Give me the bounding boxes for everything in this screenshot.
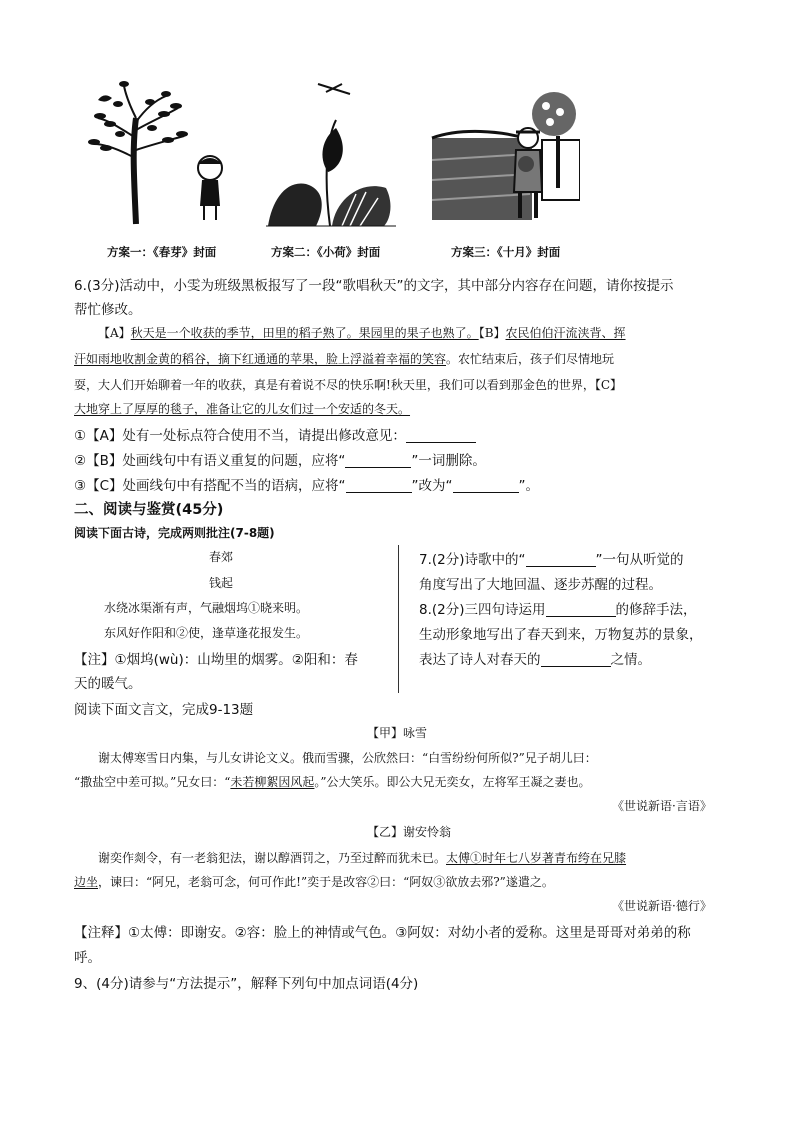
answer-blank[interactable]: [453, 478, 519, 493]
poem-author: 钱起: [209, 576, 234, 590]
notes-line2: 呼。: [74, 950, 101, 966]
figure-spring-bud: [80, 78, 240, 228]
figure-caption-1: 方案一：《春芽》封面: [107, 245, 217, 259]
q6-stem-line1: 6.(3分)活动中，小雯为班级黑板报写了一段“歌唱秋天”的文字，其中部分内容存在问题，请你按提示: [74, 278, 674, 294]
q6-sub1: [74, 424, 476, 444]
yi-source: 《世说新语·德行》: [612, 899, 712, 913]
yi-underlined-2: 边坐: [74, 875, 99, 889]
q6-sub3-text-b: ”改为“: [411, 478, 453, 494]
poem-line1: 水绕冰渠渐有声，气融烟坞①晓来明。: [104, 601, 309, 615]
yi-line1-a: 谢奕作剡令，有一老翁犯法，谢以醇酒罚之，乃至过醉而犹未已。: [98, 851, 447, 865]
q6-sub3-text-a: ③【C】处画线句中有搭配不当的语病，应将“: [74, 478, 346, 494]
q6-sub1-text: ①【A】处有一处标点符合使用不当，请提出修改意见：: [74, 428, 406, 444]
q8-line2: 生动形象地写出了春天到来，万物复苏的景象，: [419, 627, 703, 643]
passage-line2-rest: 。农忙结束后，孩子们尽情地玩: [446, 352, 615, 366]
q6-sub2: [74, 449, 486, 469]
poem-title: 春郊: [209, 550, 234, 564]
label-b: 【B】: [478, 326, 506, 340]
yi-title: 【乙】谢安怜翁: [367, 825, 452, 839]
figure-caption-3: 方案三：《十月》封面: [451, 245, 561, 259]
passage-b-underlined-start: 农民伯伯汗流浃背、挥: [505, 326, 626, 340]
passage-b-underlined: 汗如雨地收割金黄的稻谷，摘下红通通的苹果，脸上浮溢着幸福的笑容: [74, 352, 447, 366]
q7-text-b: ”一句从听觉的: [595, 552, 684, 568]
jia-underlined: 未若柳絮因风起: [230, 775, 315, 789]
jia-line2-b: 。”公大笑乐。即公大兄无奕女，左将军王凝之妻也。: [314, 775, 591, 789]
answer-blank[interactable]: [406, 428, 476, 443]
q8-line3: [419, 648, 651, 668]
yi-line2-b: ，谏曰：“阿兄，老翁可念，何可作此!”奕于是改容②曰：“阿奴③欲放去邪?”遂遣之。: [98, 875, 554, 889]
q8-text-a: 8.(2分)三四句诗运用: [419, 602, 546, 618]
poem-instruction: 阅读下面古诗，完成两则批注(7-8题): [74, 526, 275, 540]
q6-sub3-text-c: ”。: [518, 478, 540, 494]
prose-instruction: 阅读下面文言文，完成9-13题: [74, 702, 254, 718]
figure-october: [430, 88, 580, 223]
jia-line2: [74, 773, 591, 790]
figure-small-lotus: [266, 80, 396, 228]
answer-blank[interactable]: [526, 552, 596, 567]
passage-c-underlined: 大地穿上了厚厚的毯子，准备让它的儿女们过一个安适的冬天。: [74, 402, 411, 416]
poem-line2: 东风好作阳和②使，逢草逢花报发生。: [104, 626, 309, 640]
label-a: 【A】: [98, 326, 131, 340]
column-divider: [398, 545, 399, 693]
answer-blank[interactable]: [346, 478, 412, 493]
q6-sub3: [74, 474, 539, 494]
q6-passage-line4: [74, 400, 410, 417]
q6-passage-line3: 耍，大人们开始聊着一年的收获，真是有着说不尽的快乐啊!秋天里，我们可以看到那金色的世界，【C】: [74, 378, 623, 392]
jia-source: 《世说新语·言语》: [612, 799, 712, 813]
q6-sub2-text-b: ”一词删除。: [411, 453, 486, 469]
q7-line2: 角度写出了大地回温、逐步苏醒的过程。: [419, 577, 662, 593]
poem-note-line2: 天的暖气。: [74, 676, 142, 692]
yi-underlined-1: 太傅①时年七八岁著青布绔在兄膝: [446, 851, 627, 865]
figure-caption-2: 方案二：《小荷》封面: [271, 245, 381, 259]
poem-note-line1: 【注】①烟坞(wù)：山坳里的烟雾。②阳和：春: [74, 652, 358, 668]
q6-passage-line2: [74, 350, 614, 367]
q8-text-c: 表达了诗人对春天的: [419, 652, 541, 668]
q8-text-b: 的修辞手法，: [615, 602, 697, 618]
yi-line2: [74, 873, 554, 890]
q8-line1: [419, 598, 697, 618]
q8-text-d: 之情。: [610, 652, 651, 668]
passage-a-underlined: 秋天是一个收获的季节，田里的稻子熟了。果园里的果子也熟了。: [130, 326, 479, 340]
yi-line1: [98, 849, 626, 866]
q6-stem-line2: 帮忙修改。: [74, 302, 142, 318]
q6-passage-line1: [98, 324, 626, 341]
q7-line1: [419, 548, 684, 568]
answer-blank[interactable]: [345, 453, 411, 468]
jia-title: 【甲】咏雪: [367, 726, 428, 740]
notes-line1: 【注释】①太傅：即谢安。②容：脸上的神情或气色。③阿奴：对幼小者的爱称。这里是哥哥对弟弟的称: [74, 925, 691, 941]
q9-stem: 9、(4分)请参与“方法提示”，解释下列句中加点词语(4分): [74, 976, 419, 992]
q7-text-a: 7.(2分)诗歌中的“: [419, 552, 526, 568]
section2-title: 二、阅读与鉴赏(45分): [74, 502, 224, 518]
answer-blank[interactable]: [541, 652, 611, 667]
answer-blank[interactable]: [546, 602, 616, 617]
jia-line2-a: “撒盐空中差可拟。”兄女曰：“: [74, 775, 231, 789]
q6-sub2-text-a: ②【B】处画线句中有语义重复的问题，应将“: [74, 453, 346, 469]
jia-line1: 谢太傅寒雪日内集，与儿女讲论文义。俄而雪骤，公欣然曰：“白雪纷纷何所似?”兄子胡儿曰：: [98, 751, 597, 765]
